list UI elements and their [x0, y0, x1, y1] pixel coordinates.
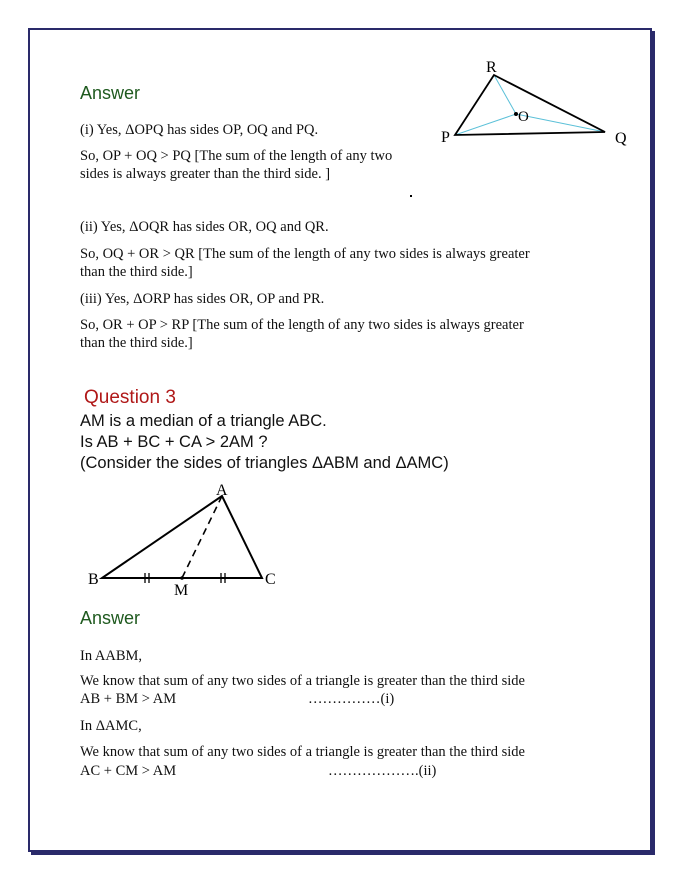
answer1-line-i: (i) Yes, ΔOPQ has sides OP, OQ and PQ.	[80, 122, 319, 138]
answer2-line-3: AB + BM > AM	[80, 691, 177, 707]
question-3-line-2: Is AB + BC + CA > 2AM ?	[80, 433, 268, 451]
point-m	[180, 576, 184, 580]
label-b: B	[88, 571, 99, 588]
question-3-line-1: AM is a median of a triangle ABC.	[80, 412, 327, 430]
answer2-line-4: In ΔAMC,	[80, 718, 142, 734]
label-q: Q	[615, 130, 627, 147]
question-3-title: Question 3	[84, 387, 176, 408]
line-op	[455, 114, 516, 135]
question-3-line-3: (Consider the sides of triangles ΔABM and ΔAMC)	[80, 454, 449, 472]
answer2-line-2: We know that sum of any two sides of a triangle is greater than the third side	[80, 673, 525, 689]
label-o: O	[518, 109, 529, 125]
answer1-line-iii-inequality: So, OR + OP > RP [The sum of the length of any two sides is always greater	[80, 317, 524, 333]
answer1-line-i-reason: sides is always greater than the third side. ]	[80, 166, 331, 182]
answer1-line-i-inequality: So, OP + OQ > PQ [The sum of the length of any two	[80, 148, 393, 164]
answer2-ref-i: ……………(i)	[308, 691, 395, 707]
median-am	[182, 496, 222, 578]
answer2-line-1: In AABM,	[80, 648, 143, 664]
answer1-line-ii-inequality: So, OQ + OR > QR [The sum of the length of any two sides is always greater	[80, 246, 530, 262]
label-m: M	[174, 582, 189, 599]
answer1-line-ii: (ii) Yes, ΔOQR has sides OR, OQ and QR.	[80, 219, 329, 235]
label-r: R	[486, 59, 497, 76]
answer1-line-iii-reason: than the third side.]	[80, 335, 193, 351]
triangle-abc	[102, 496, 262, 578]
answer1-line-ii-reason: than the third side.]	[80, 264, 193, 280]
line-oq	[516, 114, 605, 132]
triangle-pqr-figure	[430, 55, 640, 155]
answer2-line-6: AC + CM > AM	[80, 763, 177, 779]
label-c: C	[265, 571, 276, 588]
answer-heading-2: Answer	[80, 608, 141, 628]
triangle-pqr	[455, 75, 605, 135]
stray-dot	[410, 195, 412, 197]
triangle-abc-figure	[80, 478, 300, 603]
answer1-line-iii: (iii) Yes, ΔORP has sides OR, OP and PR.	[80, 291, 325, 307]
label-p: P	[441, 129, 450, 146]
answer2-line-5: We know that sum of any two sides of a triangle is greater than the third side	[80, 744, 525, 760]
answer-heading-1: Answer	[80, 83, 141, 103]
label-a: A	[216, 482, 228, 499]
answer2-ref-ii: ……………….(ii)	[328, 763, 437, 779]
